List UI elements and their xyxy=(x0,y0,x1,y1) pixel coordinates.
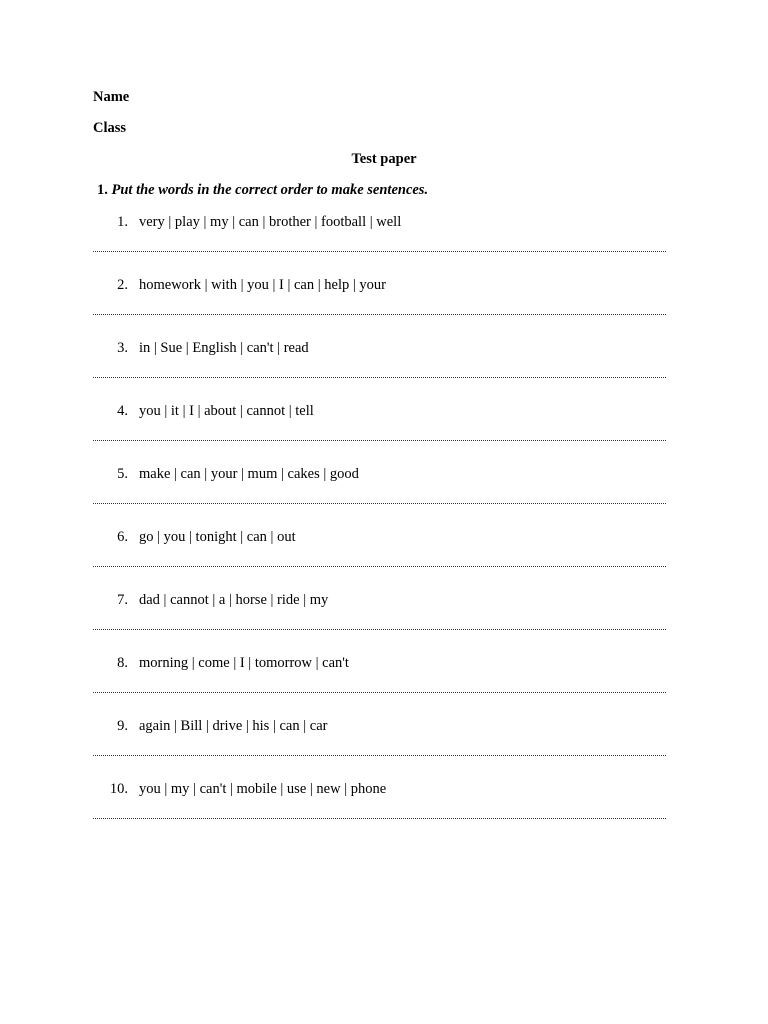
item-words: you | my | can't | mobile | use | new | phone xyxy=(139,781,387,797)
answer-line[interactable] xyxy=(93,251,666,252)
exercise-item xyxy=(93,519,666,582)
item-number: 2. xyxy=(117,277,128,293)
answer-line[interactable] xyxy=(93,314,666,315)
answer-line[interactable] xyxy=(93,755,666,756)
item-words: you | it | I | about | cannot | tell xyxy=(139,403,314,419)
exercise-instruction-text: Put the words in the correct order to make sentences. xyxy=(111,182,429,198)
page-title: Test paper xyxy=(351,151,417,167)
answer-line[interactable] xyxy=(93,566,666,567)
name-label: Name xyxy=(93,89,130,105)
answer-line[interactable] xyxy=(93,440,666,441)
exercise-number: 1. xyxy=(97,182,108,198)
exercise-instruction xyxy=(97,181,428,199)
exercise-item xyxy=(93,771,666,834)
exercise-item xyxy=(93,393,666,456)
item-words: again | Bill | drive | his | can | car xyxy=(139,718,328,734)
item-words: morning | come | I | tomorrow | can't xyxy=(139,655,349,671)
item-number: 9. xyxy=(117,718,128,734)
answer-line[interactable] xyxy=(93,692,666,693)
class-label: Class xyxy=(93,120,127,136)
exercise-item xyxy=(93,330,666,393)
exercise-item xyxy=(93,645,666,708)
item-words: go | you | tonight | can | out xyxy=(139,529,296,545)
exercise-item xyxy=(93,204,666,267)
answer-line[interactable] xyxy=(93,629,666,630)
item-number: 8. xyxy=(117,655,128,671)
item-words: make | can | your | mum | cakes | good xyxy=(139,466,359,482)
item-number: 5. xyxy=(117,466,128,482)
answer-line[interactable] xyxy=(93,818,666,819)
item-number: 6. xyxy=(117,529,128,545)
exercise-item xyxy=(93,456,666,519)
answer-line[interactable] xyxy=(93,503,666,504)
item-number: 3. xyxy=(117,340,128,356)
item-number: 10. xyxy=(109,781,128,797)
item-words: homework | with | you | I | can | help | your xyxy=(139,277,386,293)
exercise-item xyxy=(93,582,666,645)
exercise-item xyxy=(93,708,666,771)
item-words: in | Sue | English | can't | read xyxy=(139,340,309,356)
item-number: 1. xyxy=(117,214,128,230)
item-words: very | play | my | can | brother | football | well xyxy=(139,214,402,230)
exercise-item-list xyxy=(93,204,666,834)
exercise-item xyxy=(93,267,666,330)
answer-line[interactable] xyxy=(93,377,666,378)
item-words: dad | cannot | a | horse | ride | my xyxy=(139,592,329,608)
item-number: 4. xyxy=(117,403,128,419)
item-number: 7. xyxy=(117,592,128,608)
